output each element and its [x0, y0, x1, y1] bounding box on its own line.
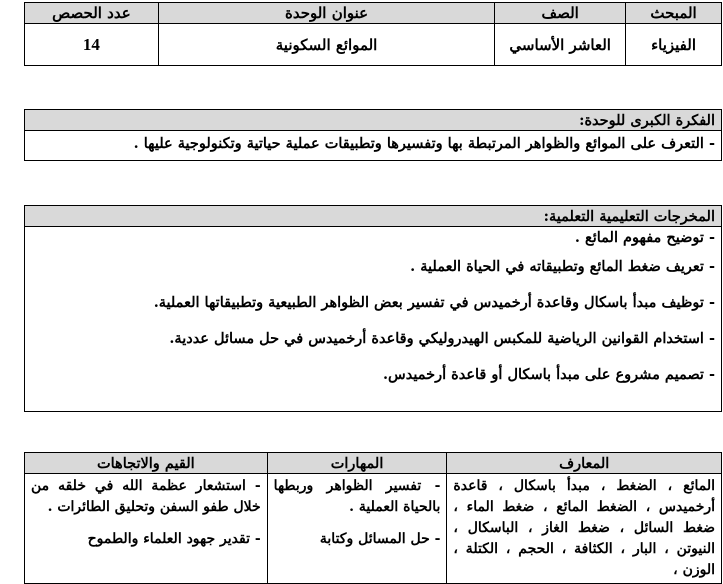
learning-outcomes-list — [25, 227, 721, 393]
knowledge-header: المعارف — [447, 453, 722, 474]
big-idea-text: - التعرف على الموائع والظواهر المرتبطة بها وتفسيرها وتطبيقات عملية حياتية وتكنولوجية عليها . — [133, 135, 715, 152]
values-cell — [25, 474, 268, 584]
knowledge-cell — [447, 474, 722, 584]
unit-info-header-row — [25, 3, 722, 24]
subject-value: الفيزياء — [626, 24, 722, 66]
grade-value: العاشر الأساسي — [495, 24, 626, 66]
knowledge-text: المائع ، الضغط ، مبدأ باسكال ، قاعدة أرخميدس ، الضغط المائع ، ضغط الماء ، ضغط السائل ، ضغط الغاز ، الباسكال ، النيوتن ، البار ، الكثافة ، الحجم ، الكتلة ، الوزن ، — [453, 478, 715, 578]
skill-item: - تفسير الظواهر وربطها بالحياة العملية . — [273, 478, 441, 515]
learning-outcome-item: - تصميم مشروع على مبدأ باسكال أو قاعدة أرخميدس. — [382, 366, 715, 383]
learning-outcomes-title: المخرجات التعليمية التعلمية: — [25, 206, 721, 227]
learning-outcome-item: - توضيح مفهوم المائع . — [574, 229, 715, 246]
domains-header-row — [25, 453, 722, 474]
skills-cell — [267, 474, 447, 584]
learning-outcome-item: - استخدام القوانين الرياضية للمكبس الهيدروليكي وقاعدة أرخميدس في حل مسائل عددية. — [169, 330, 715, 347]
value-item: - تقدير جهود العلماء والطموح — [87, 531, 261, 547]
values-header: القيم والاتجاهات — [25, 453, 268, 474]
big-idea-section — [24, 109, 722, 161]
domains-content-row — [25, 474, 722, 584]
unit-title-value: الموائع السكونية — [158, 24, 494, 66]
domains-table — [24, 452, 722, 584]
big-idea-title: الفكرة الكبرى للوحدة: — [25, 110, 721, 131]
learning-outcome-item: - توظيف مبدأ باسكال وقاعدة أرخميدس في تفسير بعض الظواهر الطبيعية وتطبيقاتها العملية. — [153, 294, 715, 311]
periods-header: عدد الحصص — [25, 3, 159, 24]
unit-info-table — [24, 2, 722, 66]
periods-value: 14 — [25, 24, 159, 66]
grade-header: الصف — [495, 3, 626, 24]
learning-outcomes-section — [24, 205, 722, 412]
subject-header: المبحث — [626, 3, 722, 24]
value-item: - استشعار عظمة الله في خلقه من خلال طفو السفن وتحليق الطائرات . — [31, 478, 261, 515]
learning-outcome-item: - تعريف ضغط المائع وتطبيقاته في الحياة العملية . — [410, 258, 715, 275]
skill-item: - حل المسائل وكتابة — [319, 531, 441, 547]
skills-header: المهارات — [267, 453, 447, 474]
unit-info-values-row — [25, 24, 722, 66]
unit-title-header: عنوان الوحدة — [158, 3, 494, 24]
